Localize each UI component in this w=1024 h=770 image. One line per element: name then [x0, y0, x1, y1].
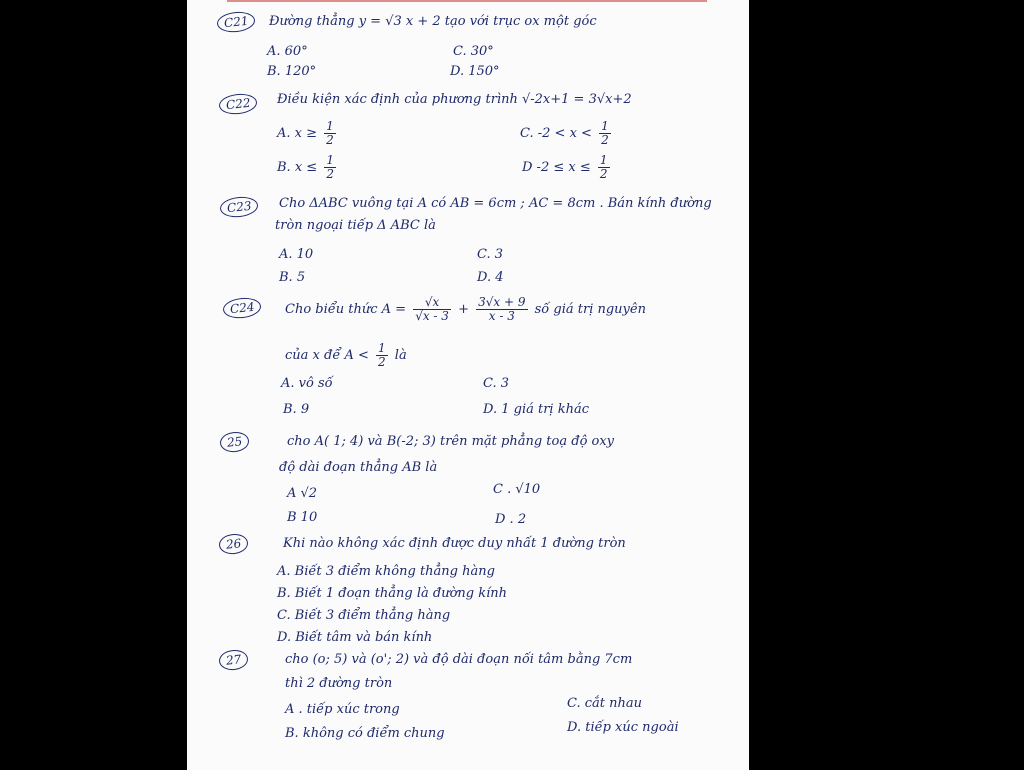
option-c: C. Biết 3 điểm thẳng hàng — [277, 608, 451, 623]
option-a: A. 60° — [267, 44, 308, 59]
question-stem: cho A( 1; 4) và B(-2; 3) trên mặt phẳng toạ độ oxy — [287, 434, 615, 449]
fraction: $\frac{1}{2}$ — [601, 119, 609, 147]
option-d: D. 1 giá trị khác — [483, 402, 589, 417]
fraction: $\frac{1}{2}$ — [326, 153, 334, 181]
option-a: A. 10 — [279, 247, 314, 262]
option-c: C. 3 — [477, 247, 504, 262]
fraction: $\frac{1}{2}$ — [326, 119, 334, 147]
option-a: A. vô số — [281, 376, 333, 391]
option-a: A. Biết 3 điểm không thẳng hàng — [277, 564, 495, 579]
option-d: D. Biết tâm và bán kính — [277, 630, 433, 645]
question-stem: Đường thẳng y = √3 x + 2 tạo với trục ox một góc — [269, 14, 597, 29]
option-a: A. x ≥ $\frac{1}{2}$ — [277, 119, 334, 147]
question-number: C24 — [222, 296, 262, 320]
question-number: C23 — [219, 195, 259, 219]
question-number: 26 — [218, 533, 249, 556]
option-b: B. không có điểm chung — [285, 726, 445, 741]
option-d: D. 150° — [450, 64, 500, 79]
option-d: D. tiếp xúc ngoài — [567, 720, 679, 735]
question-stem: Điều kiện xác định của phương trình √-2x+1 = 3√x+2 — [277, 92, 632, 107]
question-stem: Cho ΔABC vuông tại A có AB = 6cm ; AC = 8cm . Bán kính đường — [279, 196, 712, 211]
fraction: $\frac{√x}{√x - 3}$ — [415, 295, 449, 323]
option-d: D . 2 — [495, 512, 527, 527]
option-c: C. 3 — [483, 376, 510, 391]
fraction: $\frac{3√x + 9}{x - 3}$ — [478, 295, 526, 323]
option-d: D. 4 — [477, 270, 504, 285]
option-c: C. -2 < x < $\frac{1}{2}$ — [520, 119, 609, 147]
question-stem-line2: độ dài đoạn thẳng AB là — [279, 460, 438, 475]
fraction: $\frac{1}{2}$ — [599, 153, 608, 181]
option-a: A . tiếp xúc trong — [285, 702, 400, 717]
option-b: B 10 — [287, 510, 318, 525]
worksheet-page — [187, 0, 749, 770]
option-c: C . √10 — [493, 482, 541, 497]
fraction: $\frac{1}{2}$ — [378, 341, 386, 369]
option-b: B. 120° — [267, 64, 317, 79]
question-stem: Cho biểu thức A = $\frac{√x}{√x - 3}$ + $\frac{3√x + 9}{x - 3}$ số giá trị nguyên — [285, 295, 646, 323]
option-b: B. 5 — [279, 270, 306, 285]
question-stem-line2: của x để A < $\frac{1}{2}$ là — [285, 341, 407, 369]
option-a: A √2 — [287, 486, 318, 501]
option-d: D -2 ≤ x ≤ $\frac{1}{2}$ — [522, 153, 608, 181]
question-stem: cho (o; 5) và (o'; 2) và độ dài đoạn nối tâm bằng 7cm — [285, 652, 633, 667]
option-c: C. cắt nhau — [567, 696, 643, 711]
question-number: 27 — [218, 649, 249, 672]
question-stem-line2: thì 2 đường tròn — [285, 676, 393, 691]
option-c: C. 30° — [453, 44, 494, 59]
question-number: C21 — [216, 10, 256, 34]
option-b: B. Biết 1 đoạn thẳng là đường kính — [277, 586, 508, 601]
question-stem-line2: tròn ngoại tiếp Δ ABC là — [275, 218, 436, 233]
option-b: B. 9 — [283, 402, 310, 417]
question-number: C22 — [218, 92, 258, 116]
paper-edge-line — [227, 0, 707, 2]
option-b: B. x ≤ $\frac{1}{2}$ — [277, 153, 334, 181]
question-number: 25 — [219, 431, 250, 454]
question-stem: Khi nào không xác định được duy nhất 1 đường tròn — [283, 536, 626, 551]
